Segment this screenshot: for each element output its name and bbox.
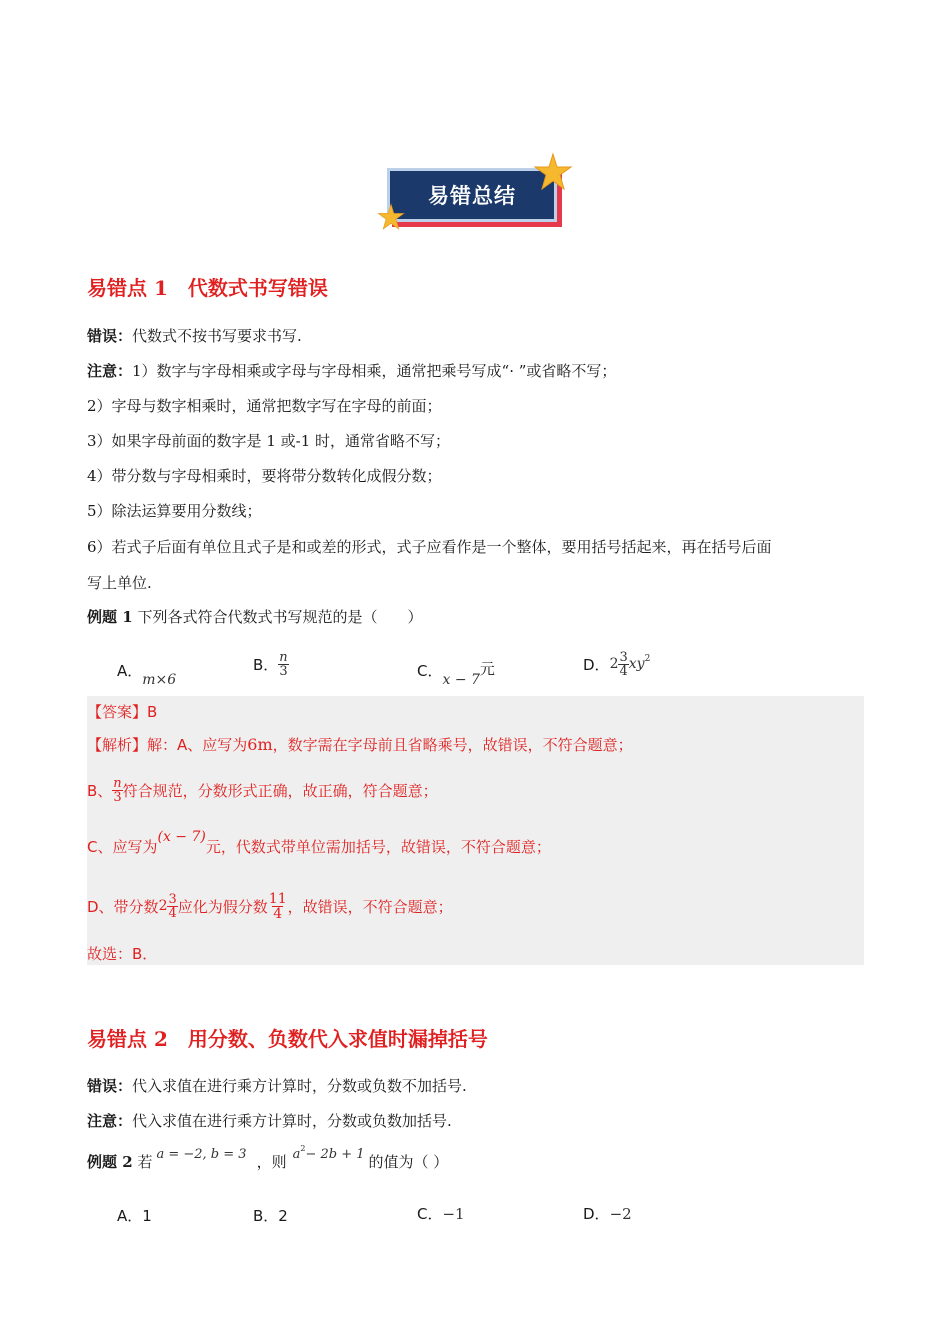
option-b: B．2 [253,1207,288,1225]
fraction: $\frac{11}{4}$ [268,890,287,922]
option-expr: x − 7 [442,672,480,688]
error-label: 错误： [87,1077,133,1095]
fraction: $\frac{n}{3}$ [279,649,288,679]
option-d: D． 2 $\frac{3}{4}$ xy $^2$ [583,649,651,679]
conclusion: 故选：B． [87,945,158,963]
option-label: A． [117,661,143,680]
fraction: $\frac{3}{4}$ [168,891,177,921]
error-label: 错误： [87,327,133,345]
analysis-d: D、带分数 2 $\frac{3}{4}$ 应化为假分数 $\frac{11}{4}$ ，故错误，不符合题意； [87,890,453,922]
answer-line: 【答案】B [87,703,158,721]
note-line [87,1111,452,1131]
fraction: $\frac{n}{3}$ [113,775,122,805]
note-line-1 [87,361,616,381]
error-line [87,1076,467,1096]
example2-question: 例题 2 若 a = −2, b = 3 ，则 a $^2$ − 2b + 1 的值为（ ） [87,1144,449,1171]
option-b [253,644,289,684]
example-text: 下列各式符合代数式书写规范的是（ ） [137,608,423,626]
note-line-4: 4）带分数与字母相乘时，要将带分数转化成假分数； [87,467,442,485]
note-label: 注意： [87,1112,133,1130]
note-line-2: 2）字母与数字相乘时，通常把数字写在字母的前面； [87,397,442,415]
option-d: D．−2 [583,1205,632,1223]
banner-title: 易错总结 [428,184,516,208]
example-label: 例题 2 [87,1153,133,1171]
option-label: D． [583,655,610,674]
option-expr: m×6 [142,672,177,688]
note-line-6a: 6）若式子后面有单位且式子是和或差的形式，式子应看作是一个整体，要用括号括起来，再在括号后面 [87,538,772,556]
analysis-a: 【解析】解：A、应写为6m，数字需在字母前且省略乘号，故错误，不符合题意； [87,735,633,754]
section-banner [387,168,557,222]
note-line-5: 5）除法运算要用分数线； [87,502,262,520]
star-icon [533,152,573,192]
analysis-b: B、 $\frac{n}{3}$ 符合规范，分数形式正确，故正确，符合题意； [87,775,438,805]
option-a: A．1 [117,1207,152,1225]
fraction: $\frac{3}{4}$ [619,649,628,679]
error-text: 代数式不按书写要求书写. [132,327,302,345]
option-a [117,650,176,690]
error-line [87,326,302,346]
note-text: 1）数字与字母相乘或字母与字母相乘，通常把乘号写成“· ”或省略不写； [132,362,617,380]
analysis-c: C、应写为 (x − 7) 元，代数式带单位需加括号，故错误，不符合题意； [87,829,551,856]
option-c: C．−1 [417,1205,465,1223]
note-text: 代入求值在进行乘方计算时，分数或负数加括号. [132,1112,452,1130]
error-text: 代入求值在进行乘方计算时，分数或负数不加括号. [132,1077,467,1095]
section1-heading: 易错点 1 代数式书写错误 [87,276,328,300]
option-c [417,650,495,690]
note-label: 注意： [87,362,133,380]
section2-heading: 易错点 2 用分数、负数代入求值时漏掉括号 [87,1027,488,1051]
star-icon [377,203,405,231]
example1-question [87,607,422,627]
example-label: 例题 1 [87,608,133,626]
option-label: B． [253,655,279,674]
option-unit: 元 [479,659,495,678]
note-line-3: 3）如果字母前面的数字是 1 或-1 时，通常省略不写； [87,432,451,450]
option-label: C． [417,661,443,680]
note-line-6b: 写上单位. [87,574,152,592]
